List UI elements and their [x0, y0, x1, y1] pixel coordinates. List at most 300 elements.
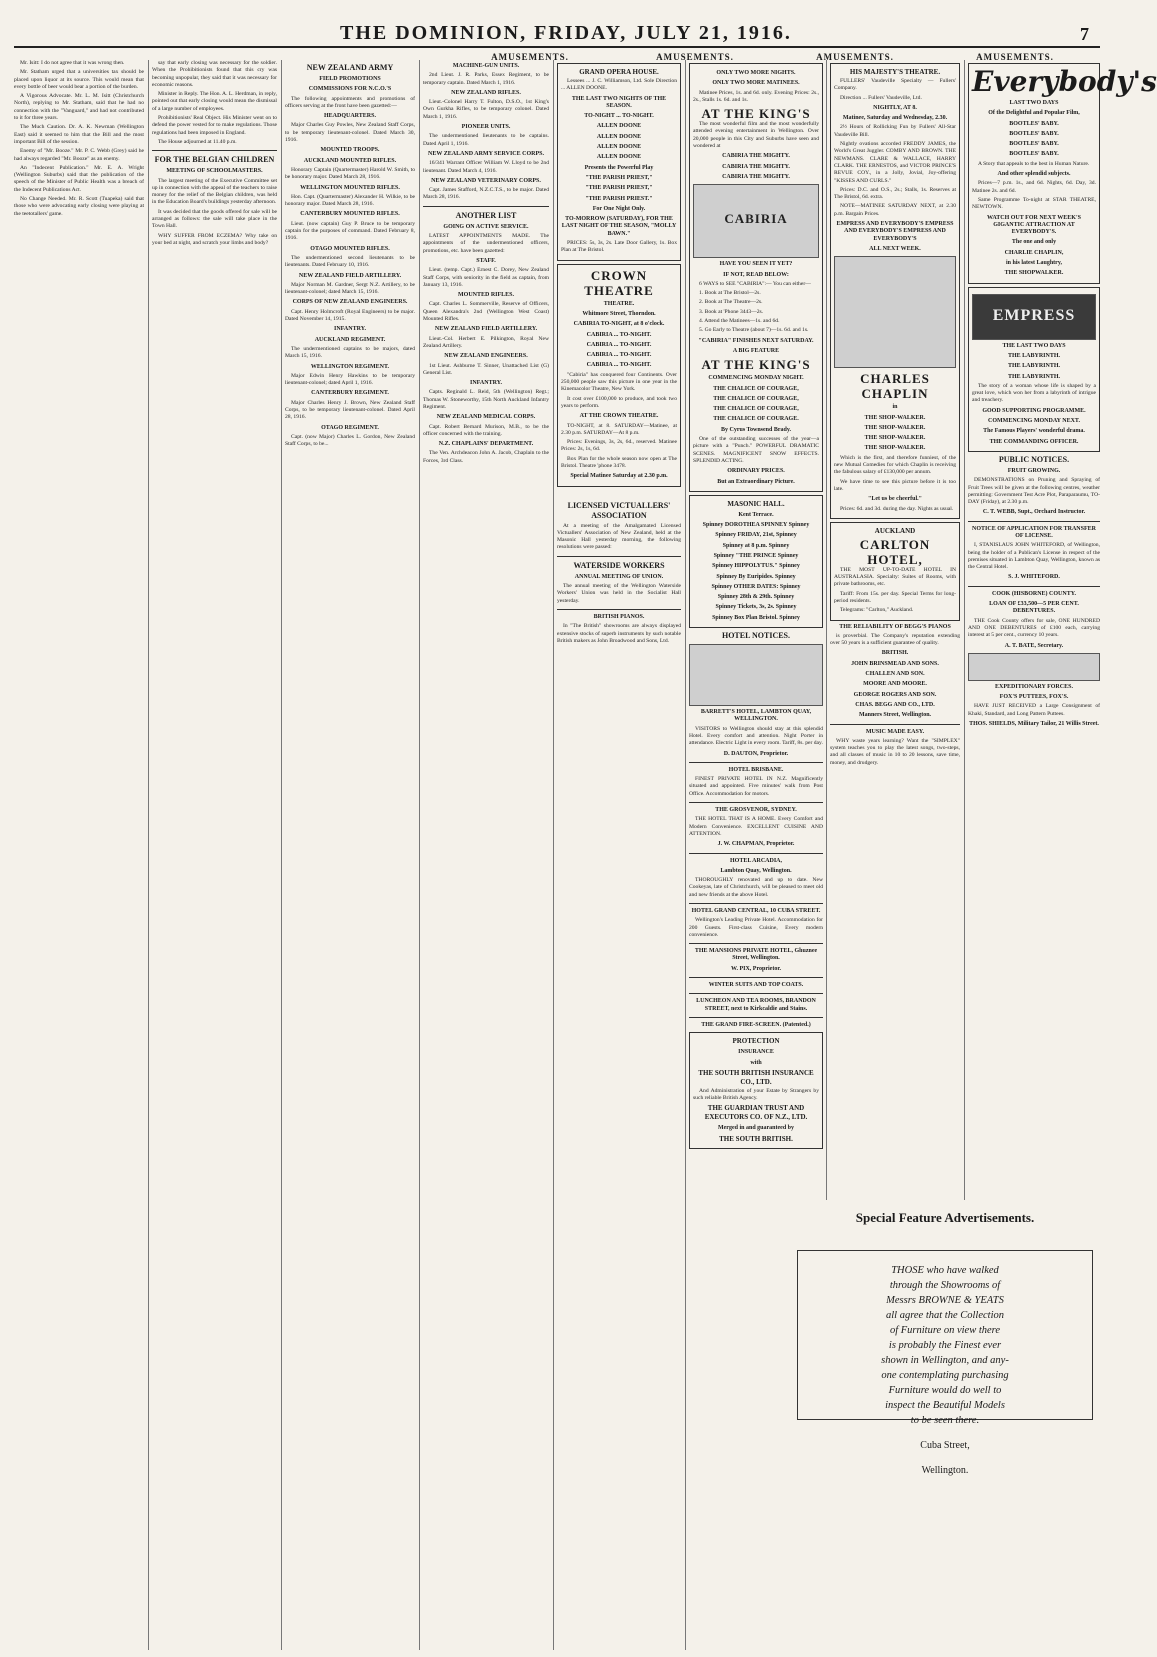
- waterside-headline: WATERSIDE WORKERS: [573, 560, 665, 570]
- column-rule: [419, 60, 420, 1650]
- paragraph: LATEST APPOINTMENTS MADE. The appointments of the undermentioned officers, promotions, etc. have been gazetted:: [423, 233, 549, 254]
- cannon-illustration: [968, 653, 1100, 681]
- british-pianos-headline: BRITISH PIANOS.: [593, 613, 645, 620]
- ad-text: TO-NIGHT, at 8. SATURDAY—Matinee, at 2.30 p.m. SATURDAY—At 8 p.m.: [561, 422, 677, 436]
- ad-text: CABIRIA ... TO-NIGHT.: [586, 362, 652, 369]
- paragraph: Capts. Reginald L. Reid, 5th (Wellington) Regt.; Thomas W. Stoneworthy, 15th North Auckland Infantry Regiment.: [423, 389, 549, 410]
- carlton-hotel-ad: [830, 522, 960, 621]
- paragraph: Major Charles Guy Powles, New Zealand Staff Corps, to be temporary lieutenant-colonel. Dated March 30, 1916.: [285, 122, 415, 144]
- ad-text: THE SHOP-WALKER.: [864, 414, 926, 421]
- ad-text: Merged in and guaranteed by: [717, 1125, 794, 1132]
- section-head: NEW ZEALAND ENGINEERS.: [444, 353, 528, 360]
- section-head: N.Z. CHAPLAINS' DEPARTMENT.: [438, 441, 534, 448]
- ad-text: "Let us be cheerful.": [868, 496, 922, 503]
- section-head: WELLINGTON REGIMENT.: [310, 363, 390, 370]
- licensed-victuallers-headline: LICENSED VICTUALLERS' ASSOCIATION: [567, 500, 671, 520]
- ad-text: S. J. WHITEFORD.: [1008, 574, 1060, 581]
- ad-text: A BIG FEATURE: [732, 347, 780, 354]
- section-head: NEW ZEALAND FIELD ARTILLERY.: [298, 272, 402, 279]
- ad-text: COMMENCING MONDAY NEXT.: [988, 418, 1080, 425]
- his-majestys-ad: [830, 63, 960, 519]
- public-notices-headline: PUBLIC NOTICES.: [998, 454, 1070, 464]
- ad-text: One of the outstanding successes of the year—a picture with a "Punch." POWERFUL DRAMATIC SCENES. MAGNIFICENT SNOW EFFECTS. SPLENDID ACTING.: [693, 436, 819, 464]
- amusements-column-1: [557, 60, 681, 1650]
- ad-text: THE CHALICE OF COURAGE.: [713, 416, 799, 423]
- grand-opera-title: GRAND OPERA HOUSE.: [579, 68, 659, 76]
- ad-text: FRUIT GROWING.: [1007, 467, 1061, 474]
- ad-text: D. DAUTON, Proprietor.: [723, 750, 789, 757]
- paragraph: The largest meeting of the Executive Committee set up in connection with the appeal of the teachers to raise money for the relief of the Belgian children, was held in the Education Board's buildings yesterday afternoon.: [152, 177, 277, 206]
- ad-text: Prices: D.C. and O.S., 2s.; Stalls, 1s. Reserves at The Bristol, 6d. extra.: [834, 186, 956, 201]
- empress-ad: [968, 287, 1100, 452]
- ad-text: TO-MORROW (SATURDAY), FOR THE LAST NIGHT OF THE SEASON, "MOLLY BAWN.": [561, 216, 677, 237]
- ad-text: LUNCHEON AND TEA ROOMS, BRANDON STREET, next to Kirkcaldie and Stains.: [696, 998, 816, 1012]
- paragraph: WHY SUFFER FROM ECZEMA? Why take on your bed at night, and scratch your limbs and body?: [152, 232, 277, 246]
- crown-theatre-ad: [557, 264, 681, 487]
- ad-text: NOTE—MATINEE SATURDAY NEXT, at 2.30 p.m. Bargain Prices.: [834, 203, 956, 217]
- ad-text: And other splendid subjects.: [997, 171, 1071, 178]
- ad-text: GEORGE ROGERS AND SON.: [853, 691, 937, 698]
- cabiria-illustration: [693, 184, 819, 258]
- chaplin-name: CHARLES CHAPLIN: [860, 371, 930, 402]
- ad-line: THOSE who have walked: [891, 1265, 999, 1276]
- ad-text: HOTEL ARCADIA,: [729, 857, 782, 864]
- section-head: MOUNTED TROOPS.: [320, 147, 380, 154]
- ad-text: THE GROSVENOR, SYDNEY.: [715, 807, 797, 814]
- ad-text: NOTICE OF APPLICATION FOR TRANSFER OF LICENSE.: [972, 525, 1096, 539]
- section-header-amusements-4: AMUSEMENTS.: [976, 52, 1054, 62]
- paragraph: Lieut. (now captain) Guy P. Bruce to be temporary captain for the purposes of command. Dated February 8, 1916.: [285, 220, 415, 242]
- ad-text: Nightly ovations accorded FREDDY JAMES, the World's Great Juggler. COMBY AND BROWN. THE NEWMANS. CLARE & WALLACE, HARRY CLARK. THE ERNESTOS, and VICTOR PRINCE'S REVUE COY., in a Jolly, Jovial, Joy-offering "KISSES AND CURLS.": [834, 141, 956, 184]
- ad-text: The Famous Players' wonderful drama.: [983, 428, 1085, 435]
- section-header-amusements-3: AMUSEMENTS.: [816, 52, 894, 62]
- army-subhead: FIELD PROMOTIONS: [319, 76, 381, 82]
- newspaper-title: THE DOMINION, FRIDAY, JULY 21, 1916.: [340, 22, 792, 44]
- divider: [830, 724, 960, 725]
- ad-text: BOOTLES' BABY.: [1009, 151, 1059, 158]
- page-number: 7: [1080, 24, 1089, 44]
- paragraph: An "Indecent Publication." Mr. E. A. Wright (Wellington Suburbs) said that the publication of the speech of the Minister of Public Health was a breach of the Indecent Publications Act.: [14, 164, 144, 193]
- ad-text: Matinee Prices, 1s. and 6d. only. Evening Prices: 2s., 2s., Stalls 1s. 6d. and 1s.: [693, 89, 819, 103]
- ad-text: HAVE YOU SEEN IT YET?: [719, 261, 793, 268]
- ad-text: THE MANSIONS PRIVATE HOTEL, Ghuznee Street, Wellington.: [694, 948, 818, 962]
- ad-line: of Furniture on view there: [889, 1325, 1001, 1336]
- ad-text: GOOD SUPPORTING PROGRAMME.: [982, 407, 1086, 414]
- everybodys-ad: [968, 63, 1157, 284]
- ad-text: THE SOUTH BRITISH INSURANCE CO., LTD.: [698, 1068, 814, 1086]
- ad-text: The story of a woman whose life is shaped by a great love, which won her from a labyrinth of intrigue and treachery.: [972, 382, 1096, 404]
- ad-text: CABIRIA THE MIGHTY.: [722, 173, 790, 180]
- section-head: GOING ON ACTIVE SERVICE.: [443, 223, 529, 230]
- divider: [557, 556, 681, 557]
- divider: [689, 977, 823, 978]
- carlton-title: CARLTON HOTEL,: [859, 536, 931, 567]
- paragraph: The annual meeting of the Wellington Waterside Workers' Union was held in the Socialist Hall yesterday.: [557, 583, 681, 604]
- section-head: NEW ZEALAND VETERINARY CORPS.: [431, 177, 541, 184]
- divider: [689, 762, 823, 763]
- divider: [152, 150, 277, 151]
- special-feature-heading: Special Feature Advertisements.: [855, 1210, 1035, 1225]
- ad-text: A. T. BATE, Secretary.: [1004, 642, 1064, 649]
- majestys-title: HIS MAJESTY'S THEATRE.: [849, 68, 941, 76]
- section-head: NEW ZEALAND RIFLES.: [451, 89, 521, 96]
- ad-text: DEMONSTRATIONS on Pruning and Spraying of Fruit Trees will be given at the following centres, weather permitting: Government Test Acre Plot, Paraparaumu, TO-DAY (Friday), at 2.30 p.m.: [968, 477, 1100, 506]
- ad-text: Spinney OTHER DATES: Spinney: [711, 583, 801, 590]
- ad-text: AT THE CROWN THEATRE.: [579, 413, 659, 420]
- masonic-hall-ad: [689, 495, 823, 628]
- ad-text: Lambton Quay, Wellington.: [720, 867, 792, 874]
- ad-line: Messrs BROWNE & YEATS: [886, 1295, 1004, 1306]
- section-head: CANTERBURY MOUNTED RIFLES.: [300, 211, 400, 218]
- ad-text: THE LABYRINTH.: [1007, 373, 1060, 380]
- paragraph: 2nd Lieut. J. R. Parks, Essex Regiment, to be temporary captain. Dated March 1, 1916.: [423, 72, 549, 86]
- ad-text: THE CHALICE OF COURAGE,: [713, 385, 799, 392]
- ad-text: Spinney DOROTHEA SPINNEY Spinney: [702, 522, 810, 529]
- ad-text: THE SHOP-WALKER.: [864, 424, 926, 431]
- ad-text: in his latest Laughtry,: [1005, 260, 1062, 267]
- ad-text: THE LABYRINTH.: [1007, 352, 1060, 359]
- article-column-2: [152, 60, 277, 1650]
- ad-text: COMMENCING MONDAY NIGHT.: [708, 375, 804, 382]
- ad-text: CHAS. BEGG AND CO., LTD.: [855, 701, 935, 708]
- ad-text: ONLY TWO MORE NIGHTS.: [716, 70, 796, 76]
- ad-text: THE CHALICE OF COURAGE,: [713, 395, 799, 402]
- ad-text: ALLEN DOONE: [596, 123, 642, 130]
- ad-text: THE CHALICE OF COURAGE,: [713, 406, 799, 413]
- ad-text: Matinee, Saturday and Wednesday, 2.30.: [842, 115, 948, 122]
- ad-text: VISITORS to Wellington should stay at this splendid Hotel. Every comfort and attention. Night Porter in attendance. Electric Light in every room. Tariff, 8s. per day.: [689, 725, 823, 747]
- section-head: NEW ZEALAND ARMY SERVICE CORPS.: [428, 150, 544, 157]
- ad-text: THEATRE.: [603, 300, 635, 307]
- paragraph: Lieut. (temp. Capt.) Ernest C. Dorey, New Zealand Staff Corps, with seniority in the field as captain, from January 13, 1916.: [423, 267, 549, 288]
- crown-theatre-title: CROWN THEATRE: [584, 267, 654, 298]
- ad-text: THE LAST TWO DAYS: [1002, 342, 1066, 349]
- ad-text: is proverbial. The Company's reputation extending over 50 years is a sufficient guarantee of quality.: [830, 632, 960, 647]
- ad-text: BOOTLES' BABY.: [1009, 120, 1059, 127]
- ad-text: 6 WAYS to SEE "CABIRIA":— You can either—: [699, 280, 811, 287]
- ad-text: Lessees ... J. C. Williamson, Ltd. Sole Direction ... ALLEN DOONE.: [561, 78, 677, 92]
- paragraph: The undermentioned captains to be majors, dated March 15, 1916.: [285, 345, 415, 360]
- amusements-column-3: [830, 60, 960, 1200]
- paragraph: It was decided that the goods offered for sale will be arranged as follows: the sale will take place in the Town Hall.: [152, 208, 277, 230]
- ad-text: Prices: 6d. and 3d. during the day. Nights as usual.: [840, 505, 954, 512]
- ad-text: ONLY TWO MORE MATINEES.: [712, 80, 800, 87]
- ad-text: 2½ Hours of Rollicking Fun by Fullers' All-Star Vaudeville Bill.: [834, 124, 956, 138]
- section-head: STAFF.: [476, 257, 496, 264]
- masonic-title: MASONIC HALL.: [727, 499, 785, 508]
- ad-text: "THE PARISH PRIEST.": [585, 195, 653, 202]
- browne-yeats-ad: [797, 1250, 1093, 1476]
- section-head: NEW ZEALAND MEDICAL CORPS.: [436, 414, 536, 421]
- ad-text: 3. Book at 'Phone 3443—2s.: [699, 308, 764, 315]
- ad-text: J. W. CHAPMAN, Proprietor.: [717, 841, 795, 848]
- ad-text: Prices—7 p.m. 1s., and 6d. Nights, 6d. Day, 3d. Matinee 2s. and 6d.: [972, 180, 1096, 194]
- ad-text: Kent Terrace.: [738, 511, 774, 518]
- section-head: INFANTRY.: [470, 380, 502, 387]
- ad-text: THE GUARDIAN TRUST AND EXECUTORS CO. OF N.Z., LTD.: [704, 1104, 808, 1122]
- paragraph: Honorary Captain (Quartermaster) Harold W. Smith, to be honorary major. Dated March 28, 1916.: [285, 166, 415, 181]
- south-british-ad: [689, 1032, 823, 1148]
- ad-text: CABIRIA ... TO-NIGHT.: [586, 352, 652, 359]
- ad-text: THE SHOP-WALKER.: [864, 445, 926, 452]
- ad-text: I, STANISLAUS JOHN WHITEFORD, of Wellington, being the holder of a Publican's License in respect of the premises situated in Lambton Quay, Wellington, known as the Central Hotel.: [968, 542, 1100, 571]
- ad-text: ALLEN DOONE: [596, 133, 642, 140]
- another-list-headline: ANOTHER LIST: [455, 210, 517, 220]
- paragraph: Mr. Statham urged that a universities tax should be placed upon liquor at its source. This would mean that every bottle of beer would bear a portion of the burden.: [14, 69, 144, 90]
- paragraph: Lieut.-Colonel Harry T. Fulton, D.S.O., 1st King's Own Gurkha Rifles, to be temporary colonel. Dated March 1, 1916.: [423, 99, 549, 120]
- column-rule: [148, 60, 149, 1650]
- paragraph: The Ven. Archdeacon John A. Jacob, Chaplain to the Forces, 3rd Class.: [423, 450, 549, 464]
- ad-text: IF NOT, READ BELOW:: [723, 271, 789, 278]
- ad-text: A Story that appeals to the best in Human Nature.: [978, 160, 1090, 167]
- kings-title-2: AT THE KING'S: [701, 357, 811, 373]
- ad-text: COOK (HISBORNE) COUNTY.: [992, 590, 1076, 597]
- section-head: CORPS OF NEW ZEALAND ENGINEERS.: [292, 299, 408, 306]
- ad-text: THE COMMANDING OFFICER.: [989, 438, 1079, 445]
- ad-text: C. T. WEBB, Supt., Orchard Instructor.: [982, 509, 1086, 516]
- ad-text: HOTEL BRISBANE.: [728, 766, 784, 773]
- everybodys-logo: Everybody's: [972, 65, 1157, 98]
- ad-text: MUSIC MADE EASY.: [865, 728, 925, 735]
- ad-line: Furniture would do well to: [888, 1385, 1002, 1396]
- ad-text: EMPRESS AND EVERYBODY'S EMPRESS AND EVERYBODY'S EMPRESS AND EVERYBODY'S: [836, 221, 954, 242]
- ad-text: HOTEL GRAND CENTRAL, 10 CUBA STREET.: [691, 908, 821, 914]
- ad-text: THE Cook County offers for sale, ONE HUNDRED AND ONE DEBENTURES of £100 each, carrying interest at 5 per cent., currency 10 years.: [968, 617, 1100, 639]
- ad-line: to be seen there.: [910, 1415, 980, 1426]
- hotel-notices-headline: HOTEL NOTICES.: [721, 631, 791, 641]
- ad-text: Presents the Powerful Play: [584, 164, 654, 171]
- ad-text: 1. Book at The Bristol—2s.: [699, 290, 761, 297]
- ad-text: "THE PARISH PRIEST,": [585, 185, 653, 192]
- ad-line: through the Showrooms of: [889, 1280, 1001, 1291]
- paragraph: Capt. Henry Holmcroft (Royal Engineers) to be major. Dated November 14, 1915.: [285, 308, 415, 323]
- divider: [689, 943, 823, 944]
- ad-text: CABIRIA THE MIGHTY.: [722, 163, 790, 170]
- ad-line: one contemplating purchasing: [881, 1370, 1009, 1381]
- ad-text: BOOTLES' BABY.: [1009, 130, 1059, 137]
- grand-opera-ad: [557, 63, 681, 261]
- paragraph: Major Charles Henry J. Brown, New Zealand Staff Corps, to be temporary lieutenant-colonel. Dated April 28, 1916.: [285, 399, 415, 421]
- ad-text: THE MOST UP-TO-DATE HOTEL IN AUSTRALASIA. Specialty: Suites of Rooms, with private bathrooms, etc.: [834, 566, 956, 588]
- divider: [557, 609, 681, 610]
- ad-text: "CABIRIA" FINISHES NEXT SATURDAY.: [698, 337, 814, 344]
- chaplin-illustration: [834, 256, 956, 368]
- ad-text: CHARLIE CHAPLIN,: [1004, 249, 1064, 256]
- ad-text: But an Extraordinary Picture.: [717, 478, 795, 485]
- paragraph: Enemy of "Mr. Booze." Mr. P. C. Webb (Grey) said he had always regarded "Mr. Booze" as an enemy.: [14, 148, 144, 162]
- ad-text: Spinney "THE PRINCE Spinney: [713, 552, 799, 559]
- article-column-3: [285, 60, 415, 1650]
- ad-text: BRITISH.: [881, 650, 909, 657]
- ad-text: FULLERS' Vaudeville Specialty — Fullers' Company.: [834, 78, 956, 92]
- ad-text: THE LAST TWO NIGHTS OF THE SEASON.: [571, 95, 667, 109]
- ad-text: 2. Book at The Theatre—2s.: [699, 299, 763, 306]
- paragraph: Prohibitionists' Real Object. His Minister went on to defend the power vested for to make regulations. Those regulations had been imposed in England.: [152, 115, 277, 136]
- ad-text: in: [892, 404, 898, 411]
- section-head: WELLINGTON MOUNTED RIFLES.: [300, 184, 400, 191]
- column-rule: [281, 60, 282, 1650]
- army-headline: NEW ZEALAND ARMY: [306, 63, 394, 72]
- divider: [689, 802, 823, 803]
- article-column-4: [423, 60, 549, 1650]
- column-rule: [964, 60, 965, 1200]
- ad-text: For One Night Only.: [592, 205, 646, 212]
- amusements-column-4: [968, 60, 1157, 1200]
- ad-text: We have time to see this picture before it is too late.: [834, 478, 956, 492]
- ad-text: THOROUGHLY renovated and up to date. New Cookeyas, late of Christchurch, will be pleased to meet old and new friends at the above Hotel.: [689, 877, 823, 898]
- belgian-children-subhead: MEETING OF SCHOOLMASTERS.: [166, 168, 263, 175]
- ad-text: Wellington's Leading Private Hotel. Accommodation for 200 Guests. First-class Cuisine, Every modern convenience.: [689, 917, 823, 938]
- ad-text: Spinney By Euripides. Spinney: [716, 573, 796, 580]
- ad-text: And Administration of your Estate by Strangers by such reliable British Agency.: [693, 1087, 819, 1102]
- paragraph: At a meeting of the Amalgamated Licensed Victuallers' Association of New Zealand, held at the Masonic Hall yesterday morning, the following resolutions were passed:: [557, 522, 681, 551]
- ad-text: TO-NIGHT ... TO-NIGHT.: [584, 113, 654, 120]
- ad-text: THE SHOP-WALKER.: [864, 435, 926, 442]
- ad-text: ALL NEXT WEEK.: [869, 245, 921, 252]
- ad-line: is probably the Finest ever: [888, 1340, 1002, 1351]
- section-head: OTAGO REGIMENT.: [321, 424, 379, 431]
- ad-text: Box Plan for the whole season now open at The Bristol. Theatre 'phone 3478.: [561, 455, 677, 469]
- ad-text: WHY waste years learning? Want the "SIMPLEX" system teaches you to play the latest songs, two-steps, and all classes of music in 10 to 20 lessons, save time, money, and drudgery.: [830, 737, 960, 766]
- waterside-subhead: ANNUAL MEETING OF UNION.: [574, 573, 664, 580]
- section-head: INFANTRY.: [334, 326, 366, 333]
- ad-text: WATCH OUT FOR NEXT WEEK'S GIGANTIC ATTRACTION AT EVERYBODY'S.: [987, 214, 1081, 236]
- column-rule: [553, 60, 554, 1650]
- ad-text: The one and only: [1011, 239, 1057, 246]
- paragraph: A Vigorous Advocate. Mr. L. M. Isitt (Christchurch North), replying to Mr. Statham, said that he had no connection with the "Vanguard," and had not contributed to it for three years.: [14, 93, 144, 122]
- ad-text: PRICES: 5s, 3s, 2s. Late Door Gallery, 1s. Box Plan at The Bristol.: [561, 240, 677, 254]
- ad-text: INSURANCE: [738, 1049, 774, 1056]
- ad-text: with: [750, 1059, 762, 1066]
- belgian-children-headline: FOR THE BELGIAN CHILDREN: [154, 155, 275, 165]
- section-head: PIONEER UNITS.: [461, 124, 511, 131]
- paragraph: In "The British" showrooms are always displayed extensive stocks of superb instruments by such notable British makers as John Broadwood and Sons, Ltd.: [557, 623, 681, 644]
- ad-text: THE GRAND FIRE-SCREEN. (Patented.): [701, 1021, 811, 1028]
- kings-title: AT THE KING'S: [701, 106, 811, 122]
- paragraph: Major Norman M. Gardner, Sergt N.Z. Artillery, to be lieutenant-colonel; dated March 15, 1916.: [285, 281, 415, 296]
- divider: [968, 521, 1100, 522]
- section-header-amusements-1: AMUSEMENTS.: [491, 52, 569, 62]
- paragraph: Capt. Charles L. Sommerville, Reserve of Officers, Queen Alexandra's 2nd (Wellington West Coast) Mounted Rifles.: [423, 301, 549, 323]
- ad-text: CABIRIA ... TO-NIGHT.: [586, 341, 652, 348]
- divider: [689, 903, 823, 904]
- ad-text: Same Programme To-night at STAR THEATRE, NEWTOWN.: [972, 196, 1096, 211]
- section-head: HEADQUARTERS.: [324, 113, 376, 120]
- army-subhead-2: COMMISSIONS FOR N.C.O.'S: [308, 86, 392, 93]
- ad-text: Spinney Box Plan Bristol. Spinney: [712, 614, 800, 621]
- ad-text: Which is the first, and therefore funniest, of the new Mutual Comedies for which Chaplin is receiving the fabulous salary of £130,000 per annum.: [834, 454, 956, 476]
- ad-text: THE HOTEL THAT IS A HOME. Every Comfort and Modern Convenience. EXCELLENT CUISINE AND ATTENTION.: [689, 816, 823, 837]
- ad-text: Of the Delightful and Popular Film,: [988, 110, 1080, 117]
- divider: [423, 206, 549, 207]
- ad-text: CHALLEN AND SON.: [865, 671, 925, 678]
- paragraph: Lieut.-Col. Herbert E. Pilkington, Royal New Zealand Artillery.: [423, 335, 549, 349]
- ad-text: By Cyrus Townsend Brady.: [720, 426, 792, 433]
- ad-text: MOORE AND MOORE.: [863, 681, 927, 688]
- ad-text: Spinney at 8 p.m. Spinney: [722, 542, 790, 549]
- section-head: AUCKLAND MOUNTED RIFLES.: [303, 157, 397, 164]
- paragraph: Minister in Reply. The Hon. A. L. Herdman, in reply, pointed out that early closing would mean the dismissal of a large number of employees.: [152, 91, 277, 112]
- ad-text: ALLEN DOONE: [596, 144, 642, 151]
- ad-line: inspect the Beautiful Models: [885, 1400, 1005, 1411]
- barretts-hotel-illustration: [689, 644, 823, 706]
- paragraph: The Much Caution. Dr. A. K. Newman (Wellington East) said it seemed to him that the Bill and the most important Bill of the session.: [14, 124, 144, 145]
- ad-text: Manners Street, Wellington.: [858, 712, 932, 719]
- ad-text: 4. Attend the Matinees—1s. and 6d.: [699, 318, 780, 325]
- paragraph: say that early closing was necessary for the soldier. When the Prohibitionists found that this cry was becoming unpopular, they said that it was necessary for economic reasons.: [152, 60, 277, 88]
- ad-text: Direction ... Fullers' Vaudeville, Ltd.: [840, 94, 922, 101]
- section-head: MACHINE-GUN UNITS.: [452, 63, 520, 69]
- ad-text: WINTER SUITS AND TOP COATS.: [708, 982, 804, 989]
- cabiria-label: CABIRIA: [724, 211, 788, 227]
- section-head: MOUNTED RIFLES.: [457, 292, 514, 299]
- ad-text: LOAN OF £33,500—5 PER CENT. DEBENTURES.: [989, 601, 1079, 615]
- section-head: AUCKLAND REGIMENT.: [314, 336, 386, 343]
- divider: [689, 853, 823, 854]
- column-rule: [685, 60, 686, 1650]
- ad-text: Spinney 28th & 29th. Spinney: [717, 594, 795, 601]
- ad-text: PROTECTION: [732, 1037, 780, 1046]
- ad-text: EXPEDITIONARY FORCES.: [995, 683, 1073, 690]
- paragraph: 16/341 Warrant Officer William W. Lloyd to be 2nd lieutenant. Dated March 4, 1916.: [423, 160, 549, 174]
- ad-text: "THE PARISH PRIEST,": [585, 174, 653, 181]
- ad-text: BARRETT'S HOTEL, LAMBTON QUAY, WELLINGTON.: [700, 709, 812, 723]
- ad-text: FOX'S PUTTEES, FOX'S.: [999, 694, 1069, 701]
- ad-text: NIGHTLY, AT 8.: [873, 104, 917, 111]
- ad-text: THOS. SHIELDS, Military Tailor, 21 Willis Street.: [969, 721, 1099, 728]
- ad-text: THE RELIABILITY OF BEGG'S PIANOS: [839, 623, 951, 630]
- ad-text: ORDINARY PRICES.: [727, 468, 785, 475]
- ad-text: AUCKLAND: [874, 526, 916, 535]
- ad-text: BOOTLES' BABY.: [1009, 141, 1059, 148]
- ad-text: CABIRIA TO-NIGHT, at 8 o'clock.: [573, 321, 665, 328]
- ad-text: ALLEN DOONE: [596, 154, 642, 161]
- ad-line: all agree that the Collection: [885, 1310, 1004, 1321]
- paragraph: The House adjourned at 11.40 p.m.: [158, 138, 237, 145]
- ad-text: JOHN BRINSMEAD AND SONS.: [851, 660, 939, 667]
- paragraph: Mr. Isitt: I do not agree that it was wrong then.: [20, 60, 125, 66]
- kings-theatre-ad: [689, 63, 823, 492]
- column-rule: [826, 60, 827, 1200]
- divider: [689, 1017, 823, 1018]
- ad-text: Tariff: From 15s. per day. Special Terms for long-period residents.: [834, 590, 956, 604]
- ad-text: THE LABYRINTH.: [1007, 363, 1060, 370]
- ad-text: HAVE JUST RECEIVED a Large Consignment of Khaki, Standard, and Long Pattern Puttees.: [968, 703, 1100, 717]
- ad-text: LAST TWO DAYS: [1009, 100, 1059, 106]
- masthead: [0, 0, 1114, 44]
- ad-text: "Cabiria" has conquered four Continents. Over 250,000 people saw this picture in one year in the Kinemacolor Theatre, New York.: [561, 371, 677, 393]
- paragraph: Capt. (now Major) Charles L. Gordon, New Zealand Staff Corps, to be...: [285, 433, 415, 448]
- ad-city: Wellington.: [921, 1465, 969, 1476]
- paragraph: 1st Lieut. Ashburne T. Sinner, Unattached List (G) General List.: [423, 362, 549, 376]
- ad-text: It cost over £100,000 to produce, and took two years to perform.: [561, 395, 677, 409]
- ad-text: 5. Go Early to Theatre (about 7)—1s. 6d. and 1s.: [699, 327, 809, 334]
- paragraph: Hon. Capt. (Quartermaster) Alexander H. Wilkie, to be honorary major. Dated March 28, 1916.: [285, 193, 415, 208]
- paragraph: The undermentioned second lieutenants to be lieutenants. Dated February 10, 1916.: [285, 254, 415, 269]
- ad-street: Cuba Street,: [920, 1440, 970, 1451]
- section-header-amusements-2: AMUSEMENTS.: [656, 52, 734, 62]
- ad-text: Spinney HIPPOLYTUS." Spinney: [712, 563, 800, 570]
- ad-text: THE SHOPWALKER.: [1004, 270, 1064, 277]
- paragraph: No Change Needed. Mr. R. Scott (Tuapeka) said that those who were advocating early closing were playing at the teetotallers' game.: [14, 196, 144, 217]
- masthead-rule: [14, 46, 1100, 48]
- paragraph: The following appointments and promotions of officers serving at the front have been gazetted:—: [285, 95, 415, 109]
- ad-text: Prices: Evenings, 3s, 2s, 6d., reserved. Matinee Prices: 2s, 1s, 6d.: [561, 439, 677, 453]
- paragraph: Capt. James Stafford, N.Z.C.T.S., to be major. Dated March 28, 1916.: [423, 187, 549, 201]
- section-head: CANTERBURY REGIMENT.: [311, 390, 389, 397]
- ad-text: W. PIX, Proprietor.: [731, 965, 781, 972]
- ad-text: Special Matinee Saturday at 2.30 p.m.: [570, 473, 668, 480]
